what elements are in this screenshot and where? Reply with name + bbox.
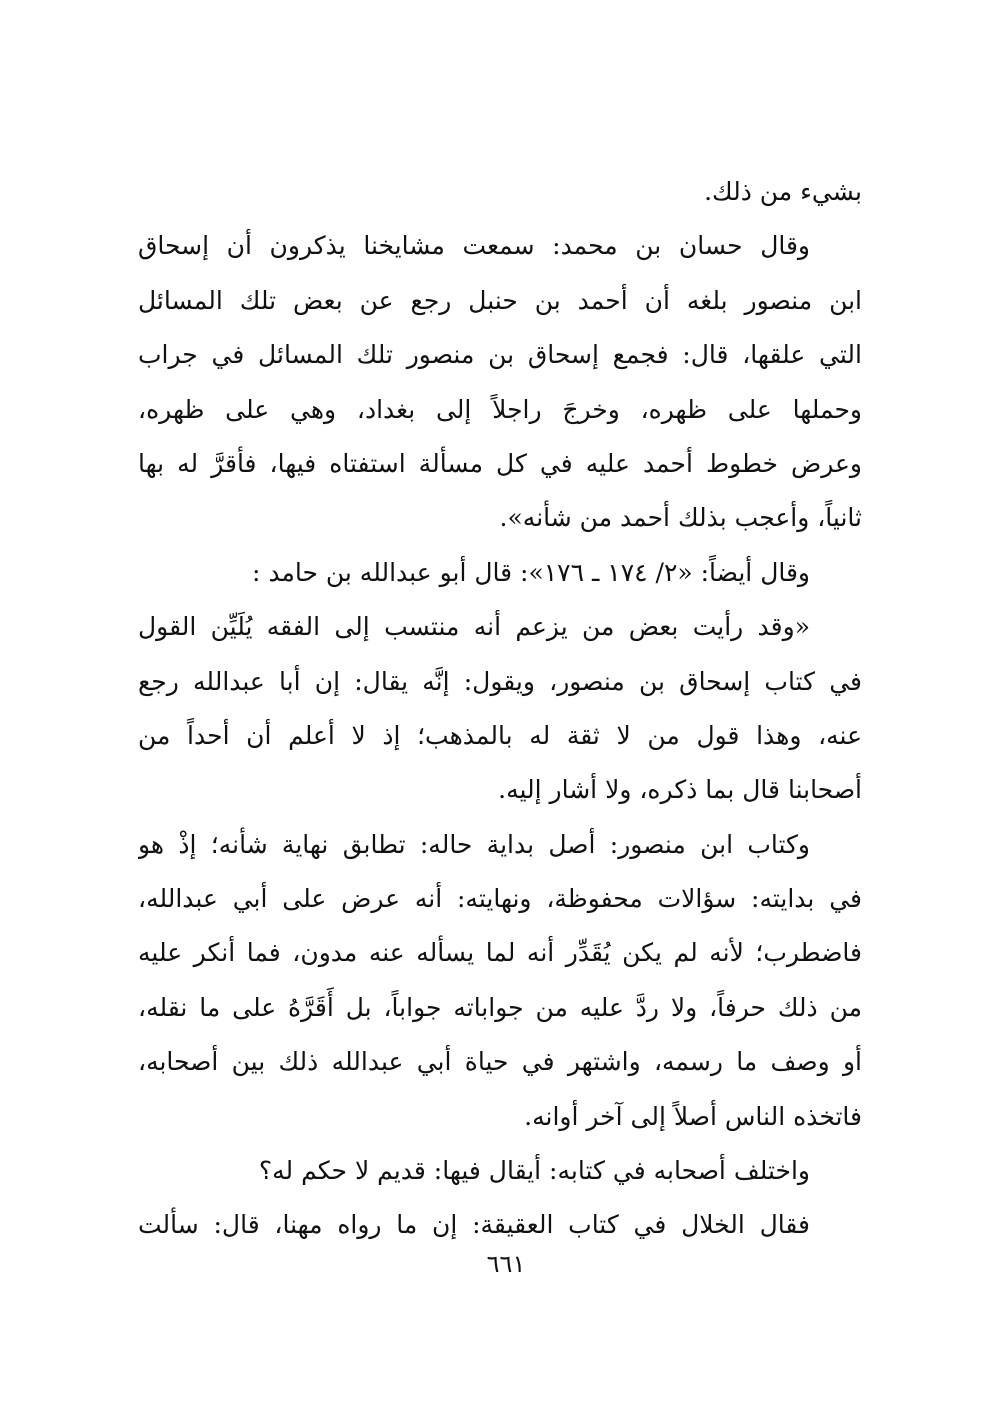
text-line: ابن منصور بلغه أن أحمد بن حنبل رجع عن بعض تلك المسائل (138, 285, 862, 315)
text-line: من ذلك حرفاً، ولا ردَّ عليه من جواباته جواباً، بل أَقَرَّهُ على ما نقله، (138, 992, 862, 1022)
text-line: «وقد رأيت بعض من يزعم أنه منتسب إلى الفقه يُلَيِّن القول (138, 612, 811, 642)
text-line: فاتخذه الناس أصلاً إلى آخر أوانه. (524, 1101, 862, 1131)
text-line: أو وصف ما رسمه، واشتهر في حياة أبي عبدالله ذلك بين أصحابه، (138, 1047, 862, 1077)
text-line: ثانياً، وأعجب بذلك أحمد من شأنه». (499, 503, 862, 533)
body-text (138, 165, 862, 1253)
text-line: في كتاب إسحاق بن منصور، ويقول: إنَّه يقال: إن أبا عبدالله رجع (138, 666, 862, 696)
text-line: فاضطرب؛ لأنه لم يكن يُقَدِّر أنه لما يسأله عنه مدون، فما أنكر عليه (138, 938, 862, 968)
text-line: واختلف أصحابه في كتابه: أيقال فيها: قديم لا حكم له؟ (258, 1156, 810, 1186)
text-line: عنه، وهذا قول من لا ثقة له بالمذهب؛ إذ لا أعلم أن أحداً من (138, 720, 862, 750)
text-line: بشيء من ذلك. (704, 177, 862, 206)
text-line: وعرض خطوط أحمد عليه في كل مسألة استفتاه فيها، فأقرَّ له بها (138, 448, 862, 478)
text-line: وكتاب ابن منصور: أصل بداية حاله: تطابق نهاية شأنه؛ إذْ هو (138, 829, 810, 859)
text-line: أصحابنا قال بما ذكره، ولا أشار إليه. (498, 775, 862, 805)
page-number: ٦٦١ (486, 1250, 526, 1278)
text-line: وقال حسان بن محمد: سمعت مشايخنا يذكرون أن إسحاق (138, 231, 810, 261)
text-line: فقال الخلال في كتاب العقيقة: إن ما رواه مهنا، قال: سألت (138, 1210, 810, 1240)
text-line: التي علقها، قال: فجمع إسحاق بن منصور تلك المسائل في جراب (138, 340, 862, 370)
text-line: وقال أيضاً: «٢/ ١٧٤ ـ ١٧٦»: قال أبو عبدالله بن حامد : (251, 557, 810, 587)
text-line: وحملها على ظهره، وخرجَ راجلاً إلى بغداد، وهي على ظهره، (138, 394, 862, 424)
text-line: في بدايته: سؤالات محفوظة، ونهايته: أنه عرض على أبي عبدالله، (138, 884, 862, 914)
